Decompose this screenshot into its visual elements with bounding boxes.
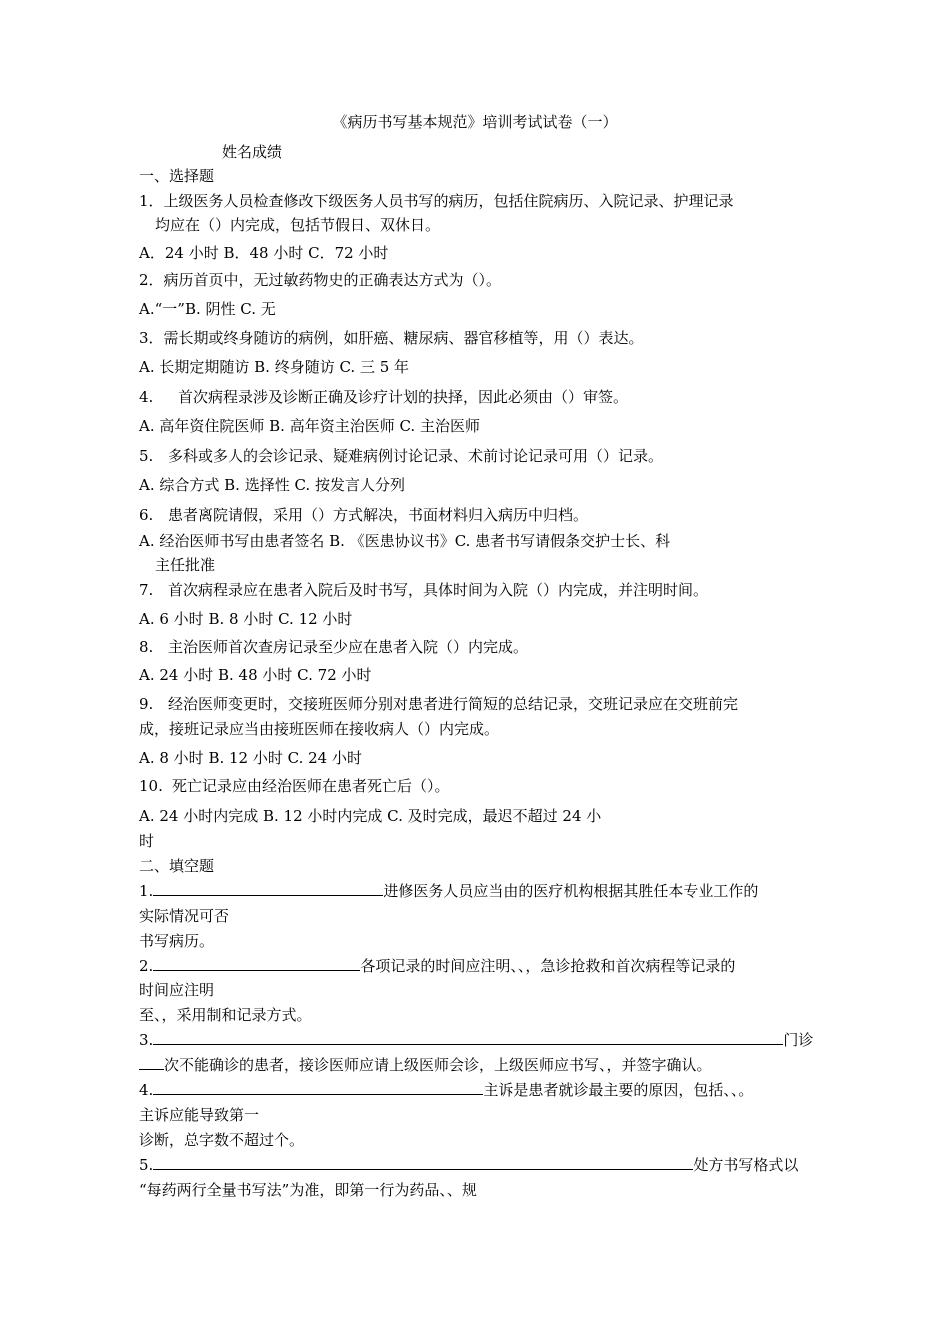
- question-1-options: A．24 小时 B．48 小时 C．72 小时: [139, 244, 389, 262]
- fill-5-number: 5.: [139, 1156, 154, 1174]
- fill-1-blank[interactable]: [153, 881, 383, 896]
- question-5-number: 5.: [139, 447, 154, 465]
- question-8-number: 8.: [139, 638, 154, 656]
- fill-1-number: 1.: [139, 882, 154, 900]
- fill-3-text: 门诊: [783, 1031, 814, 1049]
- fill-2-text-cont: 时间应注明: [139, 981, 215, 999]
- question-1-text-cont: 均应在（）内完成，包括节假日、双休日。: [155, 216, 441, 234]
- question-4-options: A. 高年资住院医师 B. 高年资主治医师 C. 主治医师: [139, 417, 480, 435]
- fill-2-text-cont2: 至、，采用制和记录方式。: [139, 1006, 312, 1024]
- fill-4-blank[interactable]: [153, 1080, 483, 1095]
- question-1-text: 1．上级医务人员检查修改下级医务人员书写的病历，包括住院病历、入院记录、护理记录: [139, 192, 734, 210]
- fill-5-text-cont: “每药两行全量书写法”为准，即第一行为药品、、规: [139, 1181, 477, 1199]
- fill-3-number: 3.: [139, 1031, 154, 1049]
- question-5-text: 多科或多人的会诊记录、疑难病例讨论记录、术前讨论记录可用（）记录。: [168, 447, 664, 465]
- question-10-text: 死亡记录应由经治医师在患者死亡后（）。: [172, 777, 450, 795]
- question-9-text-cont: 成，接班记录应当由接班医师在接收病人（）内完成。: [139, 720, 500, 738]
- question-10-options-cont: 时: [139, 832, 155, 850]
- fill-4-number: 4.: [139, 1081, 154, 1099]
- fill-2-text: 各项记录的时间应注明、、，急诊抢救和首次病程等记录的: [360, 957, 736, 975]
- name-score-label: 姓名成绩: [222, 143, 283, 161]
- question-8-options: A. 24 小时 B. 48 小时 C. 72 小时: [139, 666, 372, 684]
- fill-2-blank[interactable]: [153, 956, 360, 971]
- fill-3-text-cont: 次不能确诊的患者，接诊医师应请上级医师会诊，上级医师应书写、，并签字确认。: [164, 1056, 712, 1074]
- question-6-options: A. 经治医师书写由患者签名 B. 《医患协议书》C. 患者书写请假条交护士长、科: [139, 532, 671, 550]
- question-3-text: 3．需长期或终身随访的病例，如肝癌、糖尿病、器官移植等，用（）表达。: [139, 329, 644, 347]
- question-10-options: A. 24 小时内完成 B. 12 小时内完成 C. 及时完成，最迟不超过 24 小: [139, 807, 602, 825]
- question-7-text: 首次病程录应在患者入院后及时书写，具体时间为入院（）内完成，并注明时间。: [168, 581, 709, 599]
- question-4-number: 4.: [139, 388, 154, 406]
- question-7-options: A. 6 小时 B. 8 小时 C. 12 小时: [139, 610, 353, 628]
- fill-2-line: [139, 956, 735, 976]
- question-6-number: 6.: [139, 506, 154, 524]
- question-4-text: 首次病程录涉及诊断正确及诊疗计划的抉择，因此必须由（）审签。: [178, 388, 629, 406]
- question-6-text: 患者离院请假，采用（）方式解决，书面材料归入病历中归档。: [168, 506, 589, 524]
- question-7-number: 7.: [139, 581, 154, 599]
- question-9-number: 9.: [139, 695, 154, 713]
- question-2-options: A.“一”B. 阴性 C. 无: [139, 300, 276, 318]
- question-5-options: A. 综合方式 B. 选择性 C. 按发言人分列: [139, 476, 405, 494]
- fill-1-text-cont2: 书写病历。: [139, 932, 215, 950]
- question-10-number: 10.: [139, 777, 163, 795]
- fill-5-line: [139, 1155, 798, 1175]
- fill-3-line2: [139, 1055, 712, 1075]
- fill-1-text: 进修医务人员应当由的医疗机构根据其胜任本专业工作的: [383, 882, 759, 900]
- question-6-options-cont: 主任批准: [155, 556, 216, 574]
- fill-1-line: [139, 881, 758, 901]
- fill-1-text-cont: 实际情况可否: [139, 907, 230, 925]
- question-9-options: A. 8 小时 B. 12 小时 C. 24 小时: [139, 749, 362, 767]
- fill-4-line: [139, 1080, 753, 1100]
- fill-5-text: 处方书写格式以: [693, 1156, 799, 1174]
- fill-3-blank[interactable]: [153, 1030, 783, 1045]
- page-title: 《病历书写基本规范》培训考试试卷（一）: [332, 113, 618, 131]
- section-heading-fill: 二、填空题: [139, 857, 215, 875]
- fill-4-text-cont: 主诉应能导致第一: [139, 1106, 260, 1124]
- fill-3-blank-2[interactable]: [139, 1055, 164, 1070]
- question-8-text: 主治医师首次查房记录至少应在患者入院（）内完成。: [168, 638, 529, 656]
- fill-4-text-cont2: 诊断，总字数不超过个。: [139, 1131, 305, 1149]
- fill-4-text: 主诉是患者就诊最主要的原因，包括、、。: [483, 1081, 754, 1099]
- fill-5-blank[interactable]: [153, 1155, 693, 1170]
- section-heading-choice: 一、选择题: [139, 167, 215, 185]
- question-2-text: 2．病历首页中，无过敏药物史的正确表达方式为（）。: [139, 271, 502, 289]
- question-3-options: A. 长期定期随访 B. 终身随访 C. 三 5 年: [139, 358, 410, 376]
- fill-2-number: 2.: [139, 957, 154, 975]
- question-9-text: 经治医师变更时，交接班医师分别对患者进行简短的总结记录，交班记录应在交班前完: [168, 695, 739, 713]
- fill-3-line: [139, 1030, 813, 1050]
